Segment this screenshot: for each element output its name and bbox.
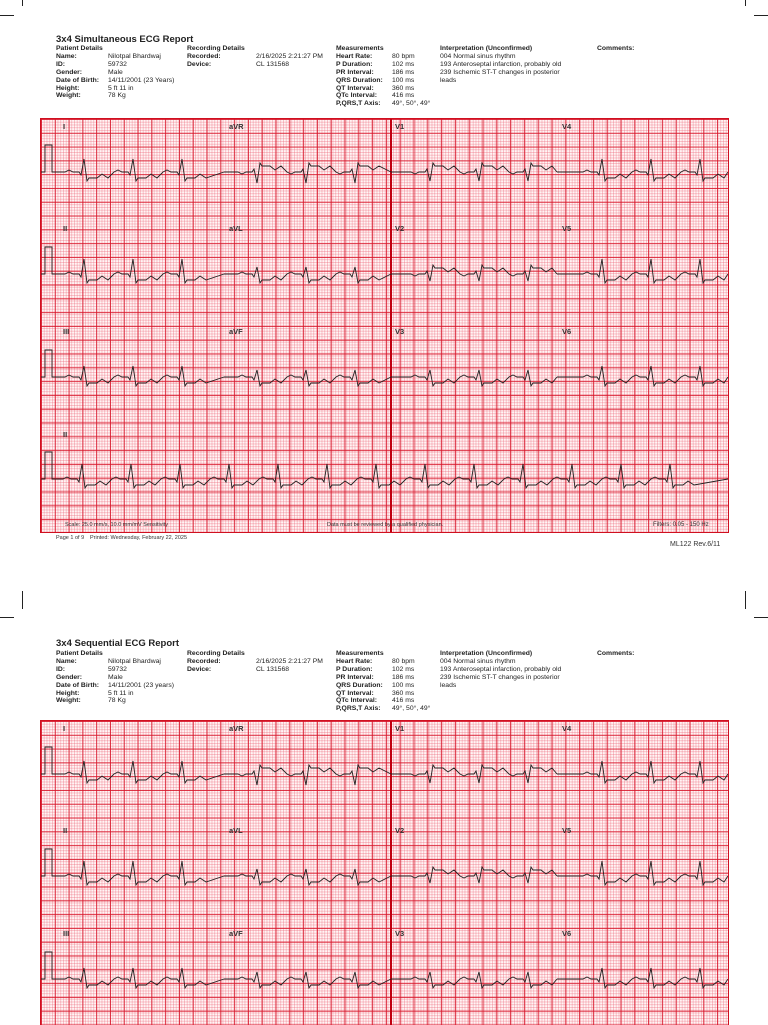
weight-value: 78 Kg xyxy=(108,697,126,705)
comments-heading: Comments: xyxy=(597,45,635,52)
lead-label: aVR xyxy=(229,122,244,131)
recorded-label: Recorded: xyxy=(187,52,221,60)
weight-value: 78 Kg xyxy=(108,92,126,100)
report-title: 3x4 Sequential ECG Report xyxy=(56,638,180,649)
gender-value: Male xyxy=(108,673,123,681)
patient-details xyxy=(56,650,186,705)
lead-label: III xyxy=(63,929,70,938)
ecg-waveform xyxy=(41,952,224,988)
recording-heading: Recording Details xyxy=(187,45,245,52)
device-label: Device: xyxy=(187,665,212,673)
qtc-interval-label: QTc Interval: xyxy=(336,697,378,705)
axis-value: 49°, 50°, 49° xyxy=(392,100,431,108)
interpretation-line: 004 Normal sinus rhythm xyxy=(440,657,516,665)
id-value: 59732 xyxy=(108,60,127,68)
lead-label: II xyxy=(63,826,68,835)
lead-label: I xyxy=(63,122,66,131)
page-number: Page 1 of 9 xyxy=(56,535,85,541)
ecg-waveform xyxy=(557,259,728,283)
ecg-waveform xyxy=(224,267,391,283)
lead-label: V2 xyxy=(395,224,405,233)
lead-label: V1 xyxy=(395,724,405,733)
measurements-heading: Measurements xyxy=(336,45,384,52)
patient-heading: Patient Details xyxy=(56,650,103,657)
qt-interval-label: QT Interval: xyxy=(336,689,374,697)
form-number: ML122 Rev.6/11 xyxy=(670,541,721,548)
interpretation-line: leads xyxy=(440,681,457,689)
ecg-waveform xyxy=(391,163,557,181)
ecg-grid xyxy=(40,720,729,1025)
ecg-waveform xyxy=(224,163,391,183)
patient-heading: Patient Details xyxy=(56,45,103,52)
qrs-duration-value: 100 ms xyxy=(392,76,415,84)
p-duration-value: 102 ms xyxy=(392,60,415,68)
device-label: Device: xyxy=(187,60,212,68)
qtc-interval-value: 416 ms xyxy=(392,92,415,100)
axis-value: 49°, 50°, 49° xyxy=(392,705,431,713)
ecg-traces xyxy=(41,119,728,532)
interpretation-heading: Interpretation (Unconfirmed) xyxy=(440,650,533,657)
gender-label: Gender: xyxy=(56,68,83,76)
comments-heading: Comments: xyxy=(597,650,635,657)
qt-interval-label: QT Interval: xyxy=(336,84,374,92)
heart-rate-label: Heart Rate: xyxy=(336,657,373,665)
comments xyxy=(597,650,634,658)
interpretation-line: 193 Anteroseptal infarction, probably old xyxy=(440,665,562,673)
lead-label: III xyxy=(63,327,70,336)
review-note: Data must be reviewed by a qualified physician. xyxy=(327,522,444,528)
ecg-waveform xyxy=(557,761,728,783)
interpretation xyxy=(440,45,590,85)
qt-interval-value: 360 ms xyxy=(392,84,415,92)
name-value: Nilotpal Bhardwaj xyxy=(108,657,161,665)
ecg-waveform xyxy=(224,765,391,785)
lead-label: V4 xyxy=(562,122,572,131)
lead-label: aVF xyxy=(229,327,243,336)
name-label: Name: xyxy=(56,657,77,665)
lead-label: aVL xyxy=(229,224,243,233)
ecg-waveform xyxy=(224,869,391,885)
height-label: Height: xyxy=(56,84,80,92)
height-value: 5 ft 11 in xyxy=(108,84,134,92)
height-label: Height: xyxy=(56,689,80,697)
qrs-duration-label: QRS Duration: xyxy=(336,76,383,84)
qtc-interval-value: 416 ms xyxy=(392,697,415,705)
lead-label: aVF xyxy=(229,929,243,938)
measurements xyxy=(336,650,436,713)
ecg-waveform xyxy=(41,350,224,386)
lead-label: V5 xyxy=(562,224,572,233)
qt-interval-value: 360 ms xyxy=(392,689,415,697)
dob-value: 14/11/2001 (23 Years) xyxy=(108,76,175,84)
pr-interval-value: 186 ms xyxy=(392,673,415,681)
interpretation-heading: Interpretation (Unconfirmed) xyxy=(440,45,533,52)
axis-label: P,QRS,T Axis: xyxy=(336,705,381,713)
lead-label: V1 xyxy=(395,122,405,131)
crop-mark xyxy=(0,15,14,16)
qrs-duration-label: QRS Duration: xyxy=(336,681,383,689)
comments xyxy=(597,45,634,53)
ecg-waveform xyxy=(391,265,557,281)
interpretation-line: leads xyxy=(440,76,457,84)
ecg-waveform xyxy=(391,370,557,386)
lead-label: II xyxy=(63,224,68,233)
interpretation-line: 004 Normal sinus rhythm xyxy=(440,52,516,60)
lead-label: V2 xyxy=(395,826,405,835)
weight-label: Weight: xyxy=(56,697,81,705)
lead-label: aVR xyxy=(229,724,244,733)
measurements-heading: Measurements xyxy=(336,650,384,657)
gender-value: Male xyxy=(108,68,123,76)
recording-details xyxy=(187,650,332,674)
ecg-waveform xyxy=(557,861,728,885)
ecg-waveform xyxy=(41,747,224,783)
crop-mark xyxy=(754,15,768,16)
ecg-waveform xyxy=(391,972,557,988)
filters-text: Filters: 0.05 - 150 Hz xyxy=(653,522,709,528)
device-value: CL 131568 xyxy=(256,665,290,673)
crop-mark xyxy=(745,0,746,6)
lead-label: V5 xyxy=(562,826,572,835)
id-label: ID: xyxy=(56,60,66,68)
lead-label: II xyxy=(63,430,68,439)
interpretation-line: 239 Ischemic ST-T changes in posterior xyxy=(440,68,560,76)
dob-label: Date of Birth: xyxy=(56,681,100,689)
id-value: 59732 xyxy=(108,665,127,673)
weight-label: Weight: xyxy=(56,92,81,100)
lead-label: aVL xyxy=(229,826,243,835)
pr-interval-label: PR Interval: xyxy=(336,673,374,681)
recording-details xyxy=(187,45,332,69)
ecg-traces xyxy=(41,721,728,1025)
ecg-waveform xyxy=(391,765,557,783)
printed-date: Printed: Wednesday, February 22, 2025 xyxy=(90,535,188,541)
recorded-label: Recorded: xyxy=(187,657,221,665)
lead-label: V3 xyxy=(395,929,405,938)
p-duration-value: 102 ms xyxy=(392,665,415,673)
ecg-waveform xyxy=(224,370,391,386)
name-label: Name: xyxy=(56,52,77,60)
p-duration-label: P Duration: xyxy=(336,665,373,673)
lead-label: V6 xyxy=(562,327,572,336)
heart-rate-value: 80 bpm xyxy=(392,52,415,60)
height-value: 5 ft 11 in xyxy=(108,689,134,697)
lead-label: V4 xyxy=(562,724,572,733)
ecg-waveform xyxy=(224,972,391,988)
measurements xyxy=(336,45,436,108)
lead-label: V6 xyxy=(562,929,572,938)
p-duration-label: P Duration: xyxy=(336,60,373,68)
ecg-waveform xyxy=(557,366,728,386)
ecg-waveform xyxy=(41,452,728,488)
pr-interval-label: PR Interval: xyxy=(336,68,374,76)
pr-interval-value: 186 ms xyxy=(392,68,415,76)
patient-details xyxy=(56,45,186,100)
interpretation-line: 193 Anteroseptal infarction, probably old xyxy=(440,60,562,68)
gender-label: Gender: xyxy=(56,673,83,681)
lead-label: V3 xyxy=(395,327,405,336)
recorded-value: 2/16/2025 2:21:27 PM xyxy=(256,52,323,60)
dob-value: 14/11/2001 (23 years) xyxy=(108,681,174,689)
axis-label: P,QRS,T Axis: xyxy=(336,100,381,108)
report-title: 3x4 Simultaneous ECG Report xyxy=(56,34,194,45)
heart-rate-label: Heart Rate: xyxy=(336,52,373,60)
ecg-waveform xyxy=(391,867,557,883)
lead-label: I xyxy=(63,724,66,733)
qrs-duration-value: 100 ms xyxy=(392,681,415,689)
ecg-waveform xyxy=(41,145,224,181)
report-sequential xyxy=(0,602,768,1024)
ecg-waveform xyxy=(41,247,224,283)
ecg-waveform xyxy=(557,159,728,181)
id-label: ID: xyxy=(56,665,66,673)
dob-label: Date of Birth: xyxy=(56,76,100,84)
ecg-waveform xyxy=(557,968,728,988)
ecg-waveform xyxy=(41,849,224,885)
interpretation-line: 239 Ischemic ST-T changes in posterior xyxy=(440,673,560,681)
device-value: CL 131568 xyxy=(256,60,290,68)
crop-mark xyxy=(22,0,23,6)
recording-heading: Recording Details xyxy=(187,650,245,657)
ecg-grid xyxy=(40,118,729,533)
name-value: Nilotpal Bhardwaj xyxy=(108,52,161,60)
heart-rate-value: 80 bpm xyxy=(392,657,415,665)
interpretation xyxy=(440,650,590,690)
qtc-interval-label: QTc Interval: xyxy=(336,92,378,100)
scale-text: Scale: 25.0 mm/s, 10.0 mm/mV Sensitivity xyxy=(65,522,169,528)
recorded-value: 2/16/2025 2:21:27 PM xyxy=(256,657,323,665)
